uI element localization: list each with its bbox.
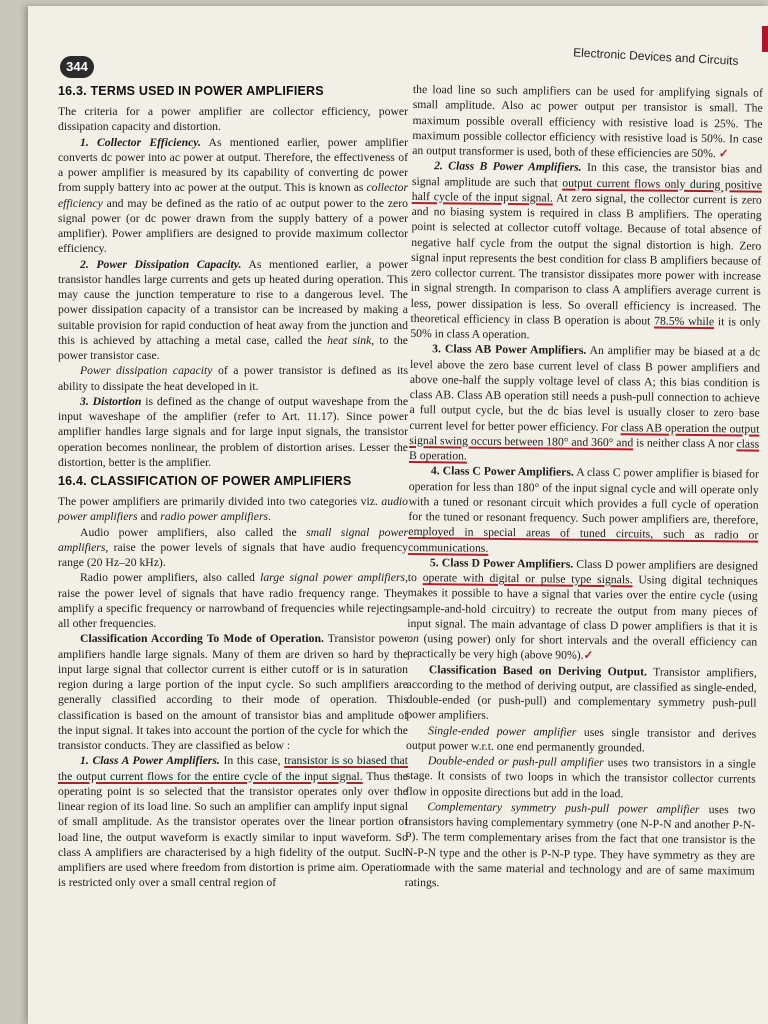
- handwritten-underline: 78.5% while: [654, 314, 715, 328]
- page-number: 344: [60, 56, 94, 78]
- handwritten-underline: class B operation.: [409, 437, 760, 463]
- section-heading-terms: 16.3. TERMS USED IN POWER AMPLIFIERS: [58, 84, 324, 98]
- paragraph-deriving-output: Classification Based on Deriving Output. Transistor amplifiers, according to the method of deriving output, are classified as single-ended, double-ended (or push-pull) and complementary symmetry push-pull power amplifiers.: [406, 662, 757, 723]
- handwritten-underline: employed in special areas of tuned circuits, such as radio or communications.: [408, 525, 759, 555]
- paragraph-complementary: Complementary symmetry push-pull power amplifier uses two transistors having complementary symmetry (one N-P-N and another P-N-P). The term complementary arises from the fact that one transistor is the N-P-N type and the other is P-N-P type. They have symmetry as they are made with the same material and technology and are of same maximum ratings.: [404, 799, 756, 890]
- handwritten-underline: output current flows only during positive half cycle of the input signal.: [411, 176, 763, 205]
- paragraph: The criteria for a power amplifier are collector efficiency, power dissipation capacity and distortion.: [58, 105, 408, 134]
- handwritten-check-mark: ✓: [718, 147, 729, 161]
- paragraph-class-a: 1. Class A Power Amplifiers. In this case, transistor is so biased that the output current flows for the entire cycle of the input signal. Thus the operating point is so selected that the transistor operates only over the linear region of its load line. So such an amplifier can amplify input signal of small amplitude. As the transistor operates over the linear portion of load line, the output waveform is exactly similar to input waveform. So class A amplifiers are characterised by a high fidelity of the output. Such amplifiers are used where freedom from distortion is prime aim. Operation is restricted only over a small central region of: [58, 754, 408, 890]
- paragraph-dissipation-definition: Power dissipation capacity of a power transistor is defined as its ability to dissipate the heat developed in it.: [58, 364, 409, 393]
- paragraph-class-c: 4. Class C Power Amplifiers. A class C power amplifier is biased for operation for less than 180° of the input signal cycle and will operate only with a tuned or resonant circuit which provides a full cycle of operation for the tuned or resonant frequency. Such power amplifiers are, therefore, employed in special areas of tuned circuits, such as radio or communications.: [408, 464, 759, 555]
- paragraph-collector-efficiency: 1. Collector Efficiency. As mentioned earlier, power amplifier converts dc power into ac power at output. Therefore, the effectiveness of a power amplifier is measured by its capability of converting dc power from supply battery into ac power at the output. This is known as collector efficiency and may be defined as the ratio of ac output power to the zero signal power (or dc power drawn from the supply battery of a power amplifier). Power amplifiers are designed to provide maximum collector efficiency.: [58, 135, 409, 256]
- paragraph-mode-of-operation: Classification According To Mode of Operation. Transistor power amplifiers handle large signals. Many of them are driven so hard by the input large signal that collector current is either cutoff or is in saturation region during a large portion of the input cycle. So such amplifiers are generally classified according to their mode of operation. This classification is based on the amount of transistor bias and amplitude of the input signal. It takes into account the portion of the cycle for which the transistor conducts. They are classified as below :: [58, 632, 408, 752]
- handwritten-underline: transistor is so biased that the output current flows for the entire cycle of the input signal.: [58, 754, 408, 783]
- paragraph-distortion: 3. Distortion is defined as the change of output waveshape from the input waveshape of the amplifier (refer to Art. 11.17). Since power amplifier handles large signals and for large input signals, the transistor operation becomes nonlinear, the problem of distortion arises. Lesser the distortion, better is the amplifier.: [58, 394, 409, 469]
- bookmark-ribbon: [762, 26, 768, 52]
- section-heading-classification: 16.4. CLASSIFICATION OF POWER AMPLIFIERS: [58, 474, 352, 488]
- paragraph-class-d: 5. Class D Power Amplifiers. Class D power amplifiers are designed to operate with digital or pulse type signals. Using digital techniques makes it possible to have a signal that varies over the entire cycle (using sample-and-hold circuitry) to recreate the output from many pieces of input signal. The main advantage of class D power amplifiers is that it is on (using power) only for short intervals and the overall efficiency can practically be very high (above 90%).✓: [406, 555, 759, 663]
- paragraph-radio-amplifiers: Radio power amplifiers, also called large signal power amplifiers, raise the power level of signals that have radio frequency range. They amplify a specific frequency or narrowband of frequencies while rejecting all other frequencies.: [58, 571, 408, 630]
- paragraph-push-pull: Double-ended or push-pull amplifier uses two transistors in a single stage. It consists of two loops in which the transistor collector currents flow in opposite directions but add in the load.: [405, 754, 756, 800]
- book-page: [28, 6, 768, 1024]
- handwritten-underline: class AB operation the output signal swing occurs between 180° and 360° and: [409, 420, 760, 450]
- paragraph-class-ab: 3. Class AB Power Amplifiers. An amplifier may be biased at a dc level above the zero base current level of class B power amplifiers and above one-half the supply voltage level of class A; this bias condition is class AB. Class AB operation still needs a push-pull connection to achieve a full output cycle, but the dc bias level is usually closer to zero base current level for better power efficiency. For class AB operation the output signal swing occurs between 180° and 360° and is neither class A nor class B operation.: [409, 342, 761, 463]
- paragraph-single-ended: Single-ended power amplifier uses single transistor and derives output power w.r.t. one end permanently grounded.: [405, 723, 757, 755]
- paragraph-class-a-cont: the load line so such amplifiers can be used for amplifying signals of small amplitude. Also ac power output per transistor is small. The maximum possible overall efficiency with resistive load is 25%. The maximum possible collector efficiency with resistive load is 50%. In case an output transformer is used, both of these efficiencies are 50%. ✓: [412, 82, 763, 161]
- handwritten-underline: operate with digital or pulse type signals.: [422, 571, 633, 587]
- right-column: [405, 82, 763, 894]
- paragraph-power-dissipation: 2. Power Dissipation Capacity. As mentioned earlier, a power transistor handles large currents and gets up heated during operation. This may cause the junction temperature to rise to a dangerous level. The power dissipation capacity of a transistor can be increased by making a suitable provision for rapid conduction of heat away from the junction and this is achieved by attaching a metal case, called the heat sink, to the power transistor case.: [58, 257, 408, 362]
- handwritten-check-mark: ✓: [583, 649, 594, 663]
- paragraph-audio-amplifiers: Audio power amplifiers, also called the small signal power amplifiers, raise the power levels of signals that have audio frequency range (20 Hz–20 kHz).: [58, 525, 408, 569]
- paragraph: The power amplifiers are primarily divided into two categories viz. audio power amplifiers and radio power amplifiers.: [58, 495, 408, 524]
- paragraph-class-b: 2. Class B Power Amplifiers. In this case, the transistor bias and signal amplitude are such that output current flows only during positive half cycle of the input signal. At zero signal, the collector current is zero and no biasing system is required in class B amplifiers. The operating point is selected at collector cutoff voltage. Because of total absence of negative half cycle from the output the signal distortion is high. Zero signal input represents the best condition for class B amplifiers because of zero collector current. The transistor dissipates more power with increase in signal strength. In comparison to class A amplifiers average current is less, power dissipation is less. So overall efficiency is increased. The theoretical efficiency in class B operation is about 78.5% while it is only 50% in class A operation.: [410, 159, 763, 342]
- running-header: Electronic Devices and Circuits: [572, 45, 739, 68]
- left-column: [58, 84, 408, 891]
